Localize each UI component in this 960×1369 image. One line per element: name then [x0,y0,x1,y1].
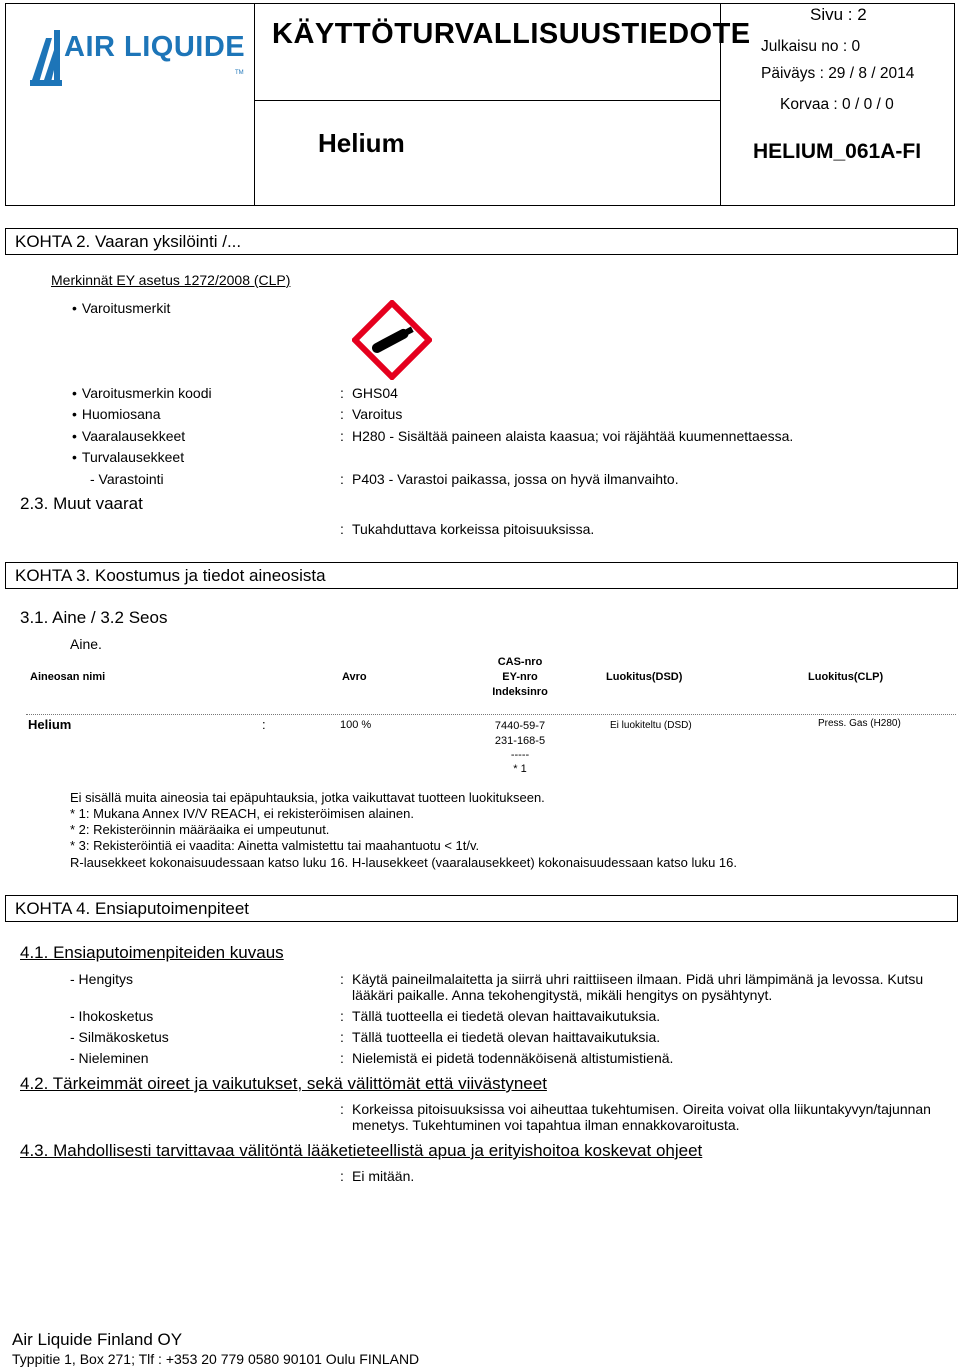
colon: : [340,1050,344,1066]
col-header-clp: Luokitus(CLP) [808,671,884,683]
row-label-ingestion: - Nieleminen [70,1050,149,1066]
footer-address: Typpitie 1, Box 271; Tlf : +353 20 779 0580 90101 Oulu FINLAND [12,1351,420,1367]
document-title: KÄYTTÖTURVALLISUUSTIEDOTE [272,18,751,50]
medical-attention-title: 4.3. Mahdollisesti tarvittavaa välitöntä lääketieteellistä apua ja erityishoitoa koskevat ohjeet [20,1141,703,1160]
col-header-index: Indeksinro [492,686,548,698]
row-label-inhalation: - Hengitys [70,971,134,987]
ingestion-value: Nielemistä ei pidetä todennäköisenä altistumistienä. [352,1050,674,1066]
colon: : [340,1101,344,1117]
row-label-precautionary-statements: • Turvalausekkeet [72,449,184,465]
section-3-header: KOHTA 3. Koostumus ja tiedot aineosista [5,562,958,589]
composition-note: * 1: Mukana Annex IV/V REACH, ei rekisteröimisen alainen. [70,806,414,821]
row-label-pictogram-code: • Varoitusmerkin koodi [72,385,212,401]
logo-trademark: TM [235,70,244,76]
component-name: Helium [28,717,72,732]
ec-number: 231-168-5 [494,735,546,747]
product-code: HELIUM_061A-FI [753,140,922,163]
composition-note: * 2: Rekisteröinnin määräaika ei umpeutunut. [70,822,330,837]
symptoms-value-line1: Korkeissa pitoisuuksissa voi aiheuttaa tukehtumisen. Oireita voivat olla liikuntakyvyn/tajunnan [352,1101,931,1117]
hazard-statement-value: H280 - Sisältää paineen alaista kaasua; voi räjähtää kuumennettaessa. [352,428,794,444]
colon: : [340,428,344,444]
footer-company: Air Liquide Finland OY [12,1330,183,1349]
revision-date: Päiväys : 29 / 8 / 2014 [761,65,915,82]
symptoms-value-line2: menetys. Tukehtuminen voi tapahtua ilman ennakkovaroitusta. [352,1117,740,1133]
reach-note-ref: * 1 [513,763,527,775]
component-value: 100 % [340,719,372,731]
signal-word-value: Varoitus [352,406,403,422]
other-hazards-value: Tukahduttava korkeissa pitoisuuksissa. [352,521,595,537]
col-header-name: Aineosan nimi [30,671,106,683]
other-hazards-title: 2.3. Muut vaarat [20,494,143,513]
inhalation-value-line1: Käytä paineilmalaitetta ja siirrä uhri raittiiseen ilmaan. Pidä uhri lämpimänä ja levossa. Kutsu [352,971,924,987]
release-number: Julkaisu no : 0 [761,38,861,55]
colon: : [340,521,344,537]
section-4-header: KOHTA 4. Ensiaputoimenpiteet [5,895,958,922]
product-name: Helium [318,128,405,158]
header-divider-left [254,3,255,206]
colon: : [340,1008,344,1024]
dsd-classification: Ei luokiteltu (DSD) [610,720,692,731]
clp-classification: Press. Gas (H280) [818,718,901,729]
substance-type: Aine. [70,636,102,652]
composition-note: R-lausekkeet kokonaisuudessaan katso luku 16. H-lausekkeet (vaaralausekkeet) kokonaisuudessaan katso luku 16. [70,855,737,870]
index-number: ----- [510,749,530,761]
pictogram-code-value: GHS04 [352,385,398,401]
first-aid-description-title: 4.1. Ensiaputoimenpiteiden kuvaus [20,943,284,962]
logo-wordmark: AIR LIQUIDE [64,31,246,63]
colon: : [340,971,344,987]
row-label-eye-contact: - Silmäkosketus [70,1029,169,1045]
symptoms-title: 4.2. Tärkeimmät oireet ja vaikutukset, sekä välittömät että viivästyneet [20,1074,547,1093]
row-label-signal-word: • Huomiosana [72,406,161,422]
cas-number: 7440-59-7 [494,720,546,732]
pictograms-label: • Varoitusmerkit [72,300,170,316]
ghs04-pictogram [352,300,432,380]
composition-note: * 3: Rekisteröintiä ei vaadita: Ainetta valmistettu tai maahantuotu < 1t/v. [70,838,480,853]
skin-contact-value: Tällä tuotteella ei tiedetä olevan haittavaikutuksia. [352,1008,661,1024]
colon: : [340,471,344,487]
inhalation-value-line2: lääkäri paikalle. Anna tekohengitystä, mikäli hengitys on pysähtynyt. [352,987,773,1003]
col-header-value: Avro [342,671,367,683]
composition-note: Ei sisällä muita aineosia tai epäpuhtauksia, jotka vaikuttavat tuotteen luokitukseen. [70,790,545,805]
eye-contact-value: Tällä tuotteella ei tiedetä olevan haittavaikutuksia. [352,1029,661,1045]
row-label-skin-contact: - Ihokosketus [70,1008,154,1024]
col-header-dsd: Luokitus(DSD) [606,671,683,683]
replaces-version: Korvaa : 0 / 0 / 0 [780,96,894,113]
storage-value: P403 - Varastoi paikassa, jossa on hyvä ilmanvaihto. [352,471,679,487]
colon: : [262,717,266,732]
gas-cylinder-icon [352,300,432,380]
medical-attention-value: Ei mitään. [352,1168,415,1184]
section-2-header: KOHTA 2. Vaaran yksilöinti /... [5,228,958,255]
table-header-rule [26,713,956,715]
col-header-cas: CAS-nro [497,656,543,668]
header-divider-middle [254,100,721,101]
col-header-ec: EY-nro [502,671,538,683]
row-label-hazard-statements: • Vaaralausekkeet [72,428,185,444]
page-number: Sivu : 2 [810,5,867,24]
row-label-storage: - Varastointi [90,471,164,487]
substance-subsection-title: 3.1. Aine / 3.2 Seos [20,608,168,627]
colon: : [340,1029,344,1045]
colon: : [340,1168,344,1184]
colon: : [340,385,344,401]
colon: : [340,406,344,422]
clp-heading: Merkinnät EY asetus 1272/2008 (CLP) [51,272,291,288]
